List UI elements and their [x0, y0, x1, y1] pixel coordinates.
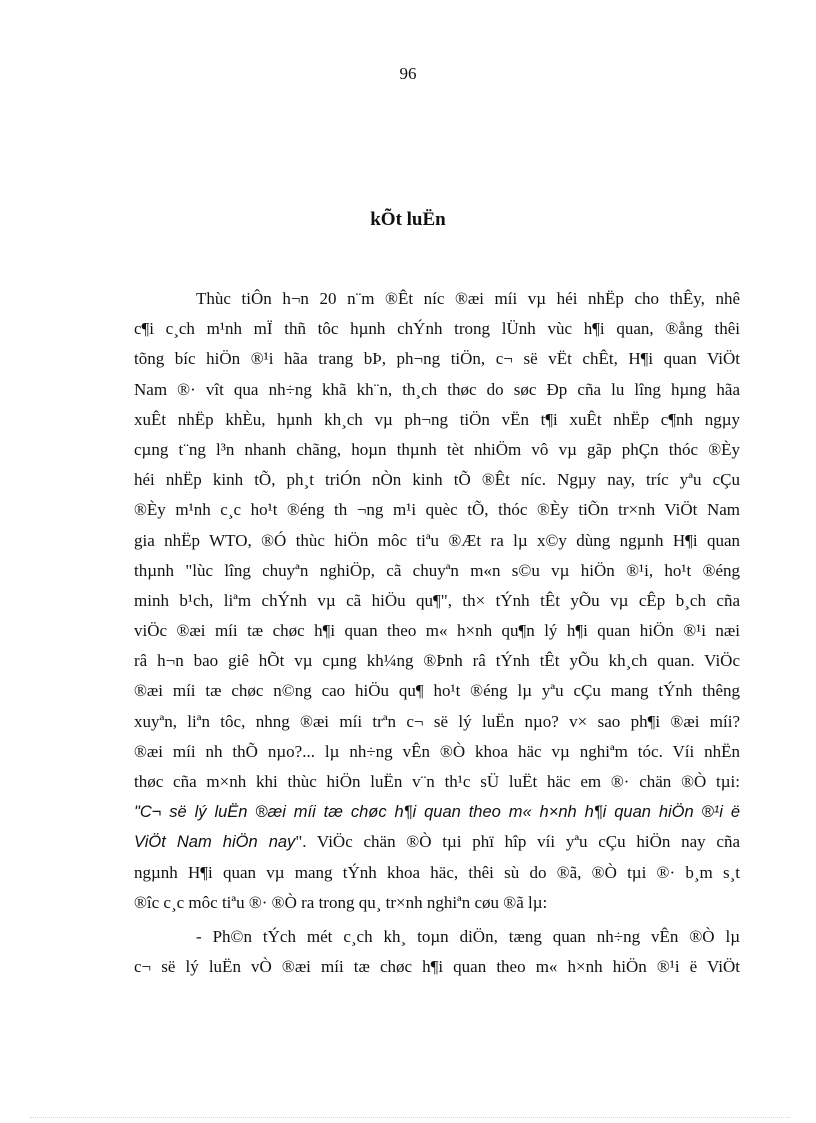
paragraph-line: xuÊt nhËp khÈu, hµnh kh¸ch vµ ph¬ng tiÖn vËn t¶i xuÊt nhËp c¶nh ngµy — [134, 409, 740, 429]
paragraph-line: minh b¹ch, liªm chÝnh vµ cã hiÖu qu¶", th× tÝnh tÊt yÕu vµ cÊp b¸ch cña — [134, 590, 740, 610]
body-text — [134, 284, 740, 982]
paragraph-line: viÖc ®æi míi tæ chøc h¶i quan theo m« h×nh qu¶n lý h¶i quan hiÖn ®¹i næi — [134, 621, 740, 641]
paragraph-line: xuyªn, liªn tôc, nhng ®æi míi trªn c¬ së lý luËn nµo? v× sao ph¶i ®æi míi? — [134, 711, 740, 731]
paragraph-line: gia nhËp WTO, ®Ó thùc hiÖn môc tiªu ®Æt ra lµ x©y dùng ngµnh H¶i quan — [134, 530, 740, 550]
thesis-title-line: "C¬ së lý luËn ®æi míi tæ chøc h¶i quan theo m« h×nh h¶i quan hiÖn ®¹i ë — [134, 803, 740, 822]
paragraph-line: thøc cña m×nh khi thùc hiÖn luËn v¨n th¹c sÜ luËt häc em ®· chän ®Ò tµi: — [134, 772, 740, 791]
paragraph-line: tõng bíc hiÖn ®¹i hãa trang bÞ, ph¬ng tiÖn, c¬ së vËt chÊt, H¶i quan ViÖt — [134, 349, 740, 369]
paragraph-line: - Ph©n tÝch mét c¸ch kh¸ toµn diÖn, tæng quan nh÷ng vÊn ®Ò lµ — [196, 926, 740, 946]
paragraph-line: ®Èy m¹nh c¸c ho¹t ®éng th ¬ng m¹i quèc tÕ, thóc ®Èy tiÕn tr×nh ViÖt Nam — [134, 500, 740, 520]
thesis-title-italic: ViÖt Nam hiÖn nay — [134, 833, 296, 852]
paragraph-line: c¬ së lý luËn vÒ ®æi míi tæ chøc h¶i quan theo m« h×nh hiÖn ®¹i ë ViÖt — [134, 957, 740, 977]
page-bottom-rule — [30, 1117, 790, 1118]
page-number: 96 — [399, 64, 417, 83]
paragraph-line: Nam ®· vît qua nh÷ng khã kh¨n, th¸ch thøc do søc Ðp cña lu lîng hµng hãa — [134, 379, 740, 399]
chapter-title: kÕt luËn — [370, 209, 446, 230]
paragraph-line: ®æi míi nh thÕ nµo?... lµ nh÷ng vÊn ®Ò khoa häc vµ nghiªm tóc. Víi nhËn — [134, 741, 740, 761]
paragraph-line: héi nhËp kinh tÕ, ph¸t triÓn nÒn kinh tÕ ®Êt níc. Ngµy nay, tríc yªu cÇu — [134, 470, 740, 490]
thesis-title-rest: ". ViÖc chän ®Ò tµi phï hîp víi yªu cÇu hiÖn nay cña — [295, 832, 740, 852]
paragraph-line: râ h¬n bao giê hÕt vµ cµng kh¼ng ®Þnh râ tÝnh tÊt yÕu kh¸ch quan. ViÖc — [134, 651, 740, 671]
paragraph-line: ®æi míi tæ chøc n©ng cao hiÖu qu¶ ho¹t ®éng lµ yªu cÇu mang tÝnh thêng — [134, 681, 740, 701]
paragraph-line: c¶i c¸ch m¹nh mÏ thñ tôc hµnh chÝnh trong lÜnh vùc h¶i quan, ®ång thêi — [134, 319, 740, 339]
paragraph-line: ®îc c¸c môc tiªu ®· ®Ò ra trong qu¸ tr×nh nghiªn cøu ®ã lµ: — [134, 892, 548, 912]
paragraph-line: ngµnh H¶i quan vµ mang tÝnh khoa häc, thêi sù do ®ã, ®Ò tµi ®· b¸m s¸t — [134, 862, 740, 882]
paragraph-line: cµng t¨ng l³n nhanh chãng, hoµn thµnh tèt nhiÖm vô vµ gãp phÇn thóc ®Èy — [134, 439, 740, 459]
thesis-title-continuation — [134, 827, 740, 857]
paragraph-line: thµnh "lùc lîng chuyªn nghiÖp, cã chuyªn m«n s©u vµ hiÖn ®¹i, ho¹t ®éng — [134, 560, 740, 580]
paragraph-line: Thùc tiÔn h¬n 20 n¨m ®Êt níc ®æi míi vµ héi nhËp cho thÊy, nhê — [196, 289, 740, 308]
